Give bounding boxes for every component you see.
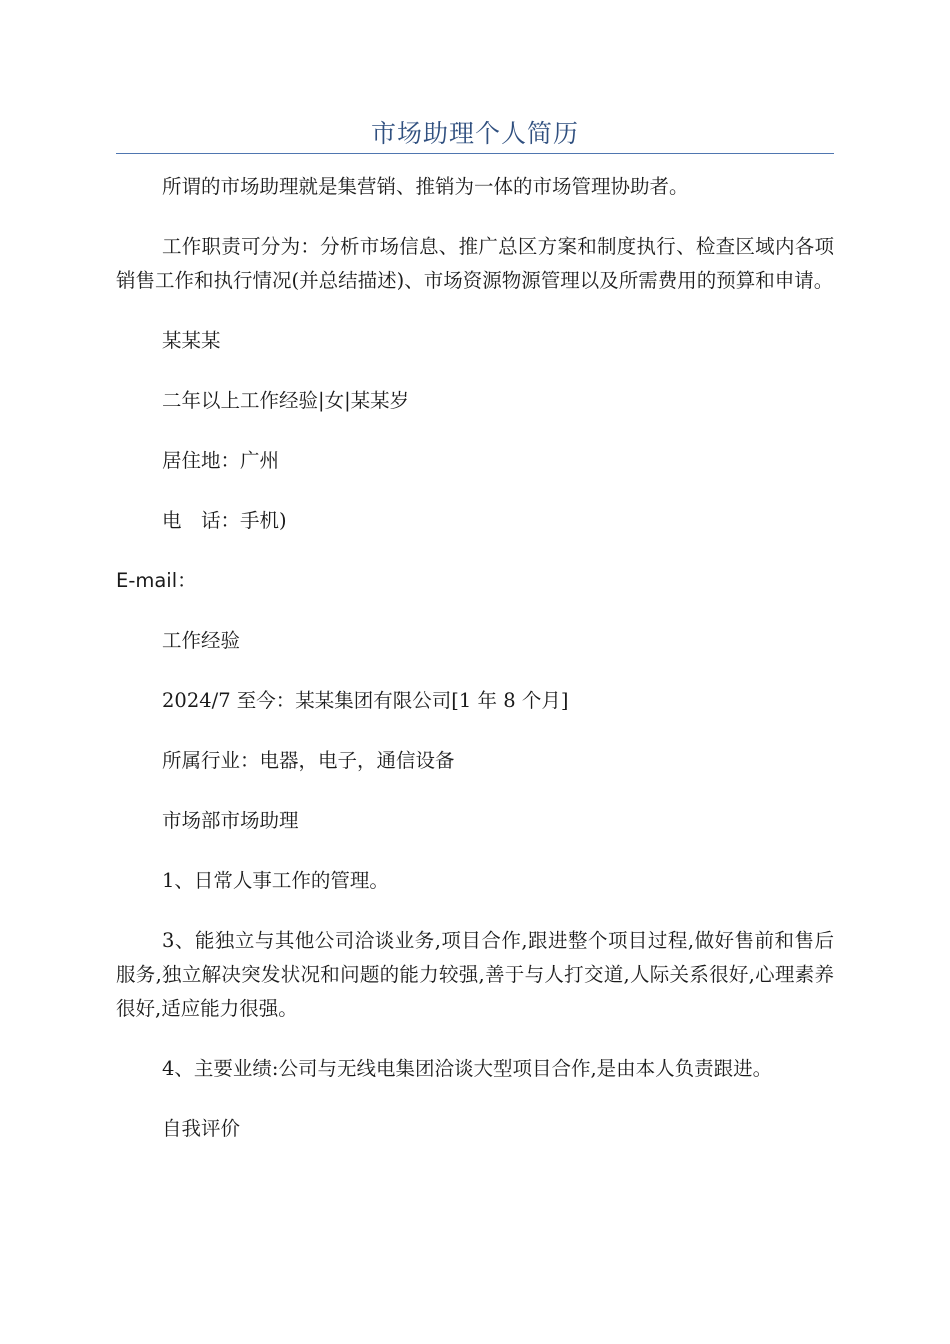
employment-period: 2024/7 至今：某某集团有限公司[1 年 8 个月] xyxy=(162,689,569,712)
self-evaluation-heading: 自我评价 xyxy=(162,1117,241,1140)
email-line: E-mail： xyxy=(116,569,197,592)
job-title-line: 市场部市场助理 xyxy=(162,809,299,832)
duty-item-4: 4、主要业绩:公司与无线电集团洽谈大型项目合作,是由本人负责跟进。 xyxy=(162,1057,773,1080)
work-experience-heading: 工作经验 xyxy=(162,629,241,652)
document-body xyxy=(116,170,834,1172)
duties-paragraph: 工作职责可分为：分析市场信息、推广总区方案和制度执行、检查区域内各项销售工作和执行情况(并总结描述)、市场资源物源管理以及所需费用的预算和申请。 xyxy=(116,235,834,292)
candidate-name: 某某某 xyxy=(162,329,221,352)
duty-item-1: 1、日常人事工作的管理。 xyxy=(162,869,389,892)
document-title: 市场助理个人简历 xyxy=(370,119,579,148)
candidate-summary: 二年以上工作经验|女|某某岁 xyxy=(162,389,410,412)
duty-item-3: 3、能独立与其他公司洽谈业务,项目合作,跟进整个项目过程,做好售前和售后服务,独立解决突发状况和问题的能力较强,善于与人打交道,人际关系很好,心理素养很好,适应能力很强。 xyxy=(116,929,834,1020)
title-underline xyxy=(116,153,834,154)
industry-line: 所属行业：电器，电子，通信设备 xyxy=(162,749,455,772)
residence-line: 居住地：广州 xyxy=(162,449,280,472)
phone-line: 电 话：手机) xyxy=(162,509,287,532)
intro-paragraph: 所谓的市场助理就是集营销、推销为一体的市场管理协助者。 xyxy=(162,175,689,198)
